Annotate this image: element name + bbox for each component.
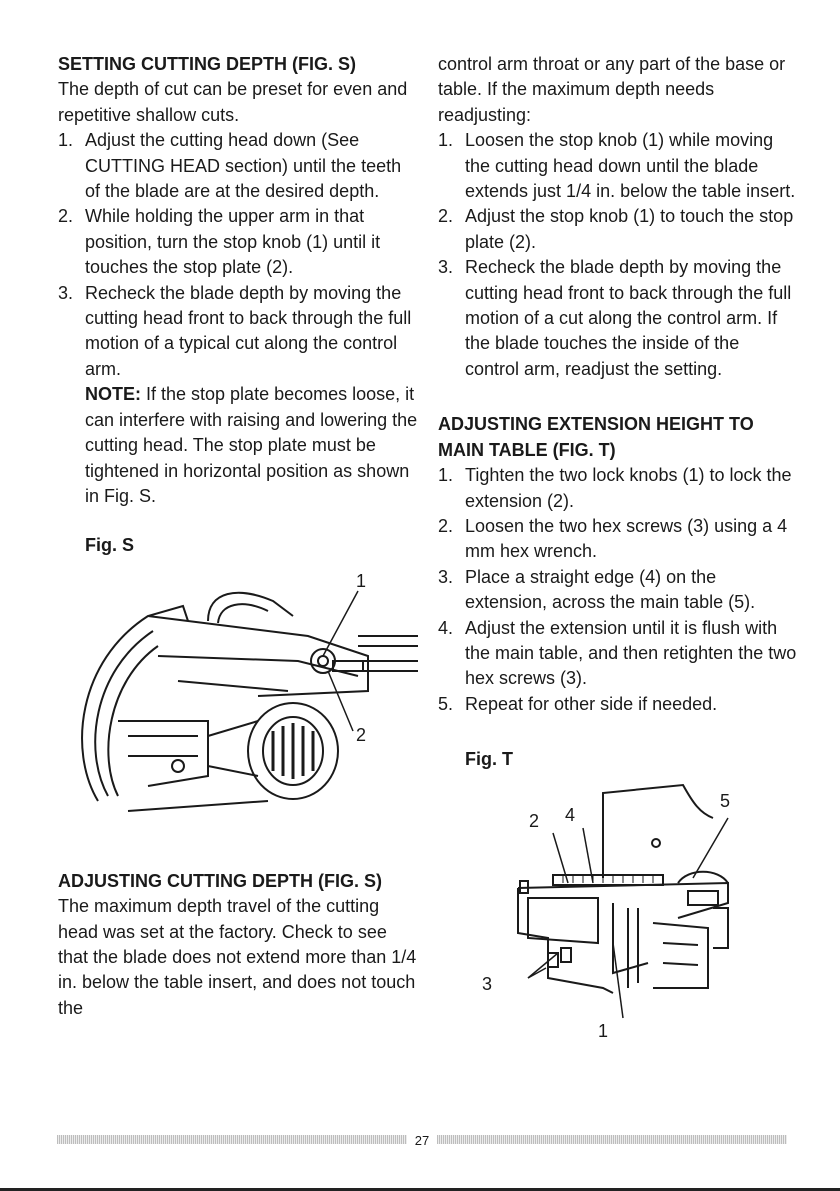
extension-steps-list (438, 463, 798, 717)
callout-4: 4 (565, 804, 576, 825)
adjusting-intro-paragraph: The maximum depth travel of the cutting head was set at the factory. Check to see that the blade does not extend more than 1/4 in. below the table insert, and does not touch the (58, 896, 417, 1018)
miter-saw-depth-stop-drawing (58, 561, 418, 831)
step-text: Recheck the blade depth by moving the cutting head front to back through the full motion of a typical cut along the control arm. (85, 282, 412, 379)
section-heading-setting-cutting-depth: SETTING CUTTING DEPTH (FIG. S) (58, 54, 356, 74)
step-text: Adjust the stop knob (1) to touch the stop plate (2). (465, 206, 794, 252)
footer-rule-right (437, 1135, 787, 1144)
step-text: Adjust the cutting head down (See CUTTING HEAD section) until the teeth of the blade are at the desired depth. (85, 130, 402, 202)
list-item (438, 204, 798, 255)
note-label: NOTE: (85, 384, 141, 405)
left-column (58, 52, 418, 1021)
step-number: 3. (438, 257, 454, 278)
footer-rule-left (57, 1135, 407, 1144)
step-number: 2. (438, 515, 454, 536)
step-text: Repeat for other side if needed. (465, 693, 718, 714)
callout-2: 2 (356, 724, 367, 745)
step-number: 5. (438, 693, 454, 714)
step-text: While holding the upper arm in that position, turn the stop knob (1) until it touches the stop plate (2). (85, 206, 381, 278)
page-number: 27 (414, 1133, 430, 1148)
callout-2: 2 (529, 810, 540, 831)
step-number: 3. (58, 282, 74, 303)
list-item (438, 255, 798, 382)
step-text: Place a straight edge (4) on the extension, across the main table (5). (465, 566, 756, 613)
figure-label-s: Fig. S (85, 535, 134, 556)
step-number: 1. (438, 130, 454, 151)
list-item (438, 463, 798, 514)
list-item (438, 692, 798, 717)
callout-1: 1 (598, 1020, 609, 1041)
step-number: 2. (58, 206, 74, 227)
callout-5: 5 (720, 790, 731, 811)
figure-t-extension-illustration (438, 773, 798, 1041)
list-item (438, 128, 798, 204)
step-text: Tighten the two lock knobs (1) to lock the extension (2). (465, 465, 792, 511)
setting-intro-paragraph: The depth of cut can be preset for even and repetitive shallow cuts. (58, 79, 408, 125)
step-text: Loosen the two hex screws (3) using a 4 mm hex wrench. (465, 515, 788, 562)
step-number: 4. (438, 617, 454, 638)
note-text: If the stop plate becomes loose, it can interfere with raising and lowering the cutting head. The stop plate must be tightened in horizontal position as shown in Fig. S. (85, 384, 418, 506)
figure-s-saw-illustration (58, 561, 418, 831)
step-number: 2. (438, 206, 454, 227)
list-item (438, 514, 798, 565)
callout-3: 3 (482, 973, 493, 994)
list-item (58, 281, 418, 510)
step-number: 1. (438, 465, 454, 486)
readjust-steps-list (438, 128, 798, 382)
step-text: Recheck the blade depth by moving the cutting head front to back through the full motion of a cut along the control arm. If the blade touches the inside of the control arm, readjust the setting. (465, 257, 792, 379)
step-text: Adjust the extension until it is flush with the main table, and then retighten the two hex screws (3). (465, 617, 797, 689)
continued-paragraph: control arm throat or any part of the base or table. If the maximum depth needs readjusting: (438, 54, 786, 125)
callout-1: 1 (356, 570, 367, 591)
list-item (438, 616, 798, 692)
step-text: Loosen the stop knob (1) while moving the cutting head down until the blade extends just 1/4 in. below the table insert. (465, 130, 796, 202)
setting-steps-list (58, 128, 418, 509)
figure-label-t: Fig. T (465, 749, 513, 770)
page-footer (57, 1130, 787, 1152)
list-item (58, 204, 418, 280)
section-heading-adjusting-cutting-depth: ADJUSTING CUTTING DEPTH (FIG. S) (58, 870, 382, 891)
step-number: 3. (438, 566, 454, 587)
section-heading-extension-height: ADJUSTING EXTENSION HEIGHT TO MAIN TABLE (FIG. T) (438, 414, 754, 460)
right-column (438, 52, 798, 1041)
list-item (58, 128, 418, 204)
step-number: 1. (58, 130, 74, 151)
list-item (438, 565, 798, 616)
